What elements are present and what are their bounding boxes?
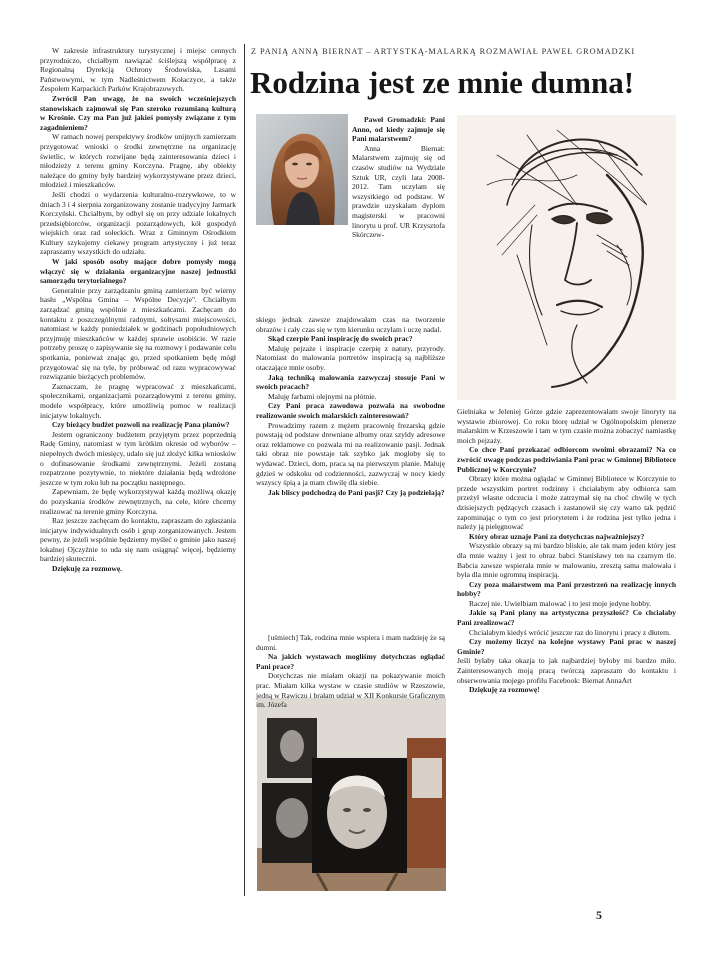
- interview-right-column: [457, 407, 676, 695]
- interview-middle-column-lower: [256, 633, 445, 710]
- answer-paragraph: Anna Biernat: Malarstwem zajmuję się od czasów studiów na Wydziale Sztuk UR, czyli lata 2008-2012. Tam uczyłam się wszystkiego od podstaw. W prawdzie uzyskałam dyplom magisterski w pracowni linorytu u prof. UR Krzysztofa Skórczew-: [352, 143, 445, 240]
- ink-face-sketch-artwork: [457, 115, 676, 400]
- question-paragraph: Zwrócił Pan uwagę, że na swoich wcześniejszych stanowiskach zajmował się Pan szeroko rozumianą kulturą w Krośnie. Czy ma Pan już jakieś pomysły związane z tym zagadnieniem?: [40, 93, 236, 132]
- question-paragraph: Jak bliscy podchodzą do Pani pasji? Czy ją podzielają?: [268, 487, 445, 497]
- interview-middle-column: [256, 315, 445, 497]
- answer-paragraph: Obrazy które można oglądać w Gminnej Bibliotece w Korczynie to przede wszystkim portret rodzinny i chciałabym aby odbiorca sam przeżył własne odczucia i może zatrzymał się na choć chwilę w tych dzisiejszych pędzących czasach i zastanowił się czy warto tak pędzić zapominając o tym co jest priorytetem i że rodzina jest tylko jedna i należy ją pielęgnować: [457, 474, 676, 532]
- answer-paragraph: Raczej nie. Uwielbiam malować i to jest moje jedyne hobby.: [469, 598, 652, 608]
- answer-paragraph: Wszystkie obrazy są mi bardzo bliskie, ale tak mam jeden który jest dla mnie ważny i jest to obraz babci Stanisławy ten na czarnym tle. Babcia zawsze wspierała mnie w malowaniu, zresztą sama malowała i była dla mnie ogromną inspiracją.: [457, 541, 676, 580]
- question-paragraph: Jakie są Pani plany na artystyczna przyszłość? Co chciałaby Pani zrealizować?: [457, 608, 676, 628]
- answer-paragraph: skiego jednak zawsze znajdowałam czas na tworzenie obrazów i cały czas się w tym kierunku uczyłam i uczę nadal.: [256, 315, 445, 334]
- answer-paragraph: Dotychczas nie miałam okazji na pokazywanie moich prac. Miałam kilka wystaw w czasie studiów w Rzeszowie, jedną w Rawiczu i brałam udział w XII Konkursie Graficznym im. Józefa: [256, 671, 445, 710]
- question-paragraph: Czy poza malarstwem ma Pani przestrzeń na realizację innych hobby?: [457, 579, 676, 599]
- answer-paragraph: Chciałabym kiedyś wrócić jeszcze raz do linorytu i pracy z dłutem.: [469, 627, 671, 637]
- answer-paragraph: Zaznaczam, że pragnę wypracować z mieszkańcami, społecznikami, organizacjami pozarządowymi z terenu gminy, modele współpracy, które umożliwią pomoc w realizacji inicjatyw lokalnych.: [40, 381, 236, 420]
- interview-intro-text: [352, 115, 445, 240]
- question-paragraph: Paweł Gromadzki: Pani Anno, od kiedy zajmuje się Pani malarstwem?: [352, 115, 445, 144]
- question-paragraph: Skąd czerpie Pani inspirację do swoich prac?: [268, 334, 413, 344]
- question-paragraph: Czy Pani praca zawodowa pozwala na swobodne realizowanie swoich malarskich zainteresowań?: [256, 401, 445, 420]
- answer-paragraph: Generalnie przy zarządzaniu gminą zamierzam być wierny hasłu „Wspólna Gmina – Wspólne Decyzje". Chciałbym zarządzać gminą wspólnie z mieszkańcami. Zachęcam do kontaktu z poszczególnymi radnymi, sołtysami miejscowości, natomiast w każdy poniedziałek w godzinach popołudniowych przyjmuję mieszkańców w każdej sprawie osobiście. W razie potrzeby proszę o zapisywanie się na rozmowy i podawanie celu spotkania, ponieważ znając go, przed spotkaniem będę mógł przygotować się na tyle, by próbować od razu wypracowywać rozwiązanie bieżących problemów.: [40, 285, 236, 382]
- question-paragraph: Dziękuję za rozmowę!: [469, 685, 540, 695]
- question-paragraph: Czy możemy liczyć na kolejne wystawy Pani prac w naszej Gminie?: [457, 637, 676, 656]
- answer-paragraph: Jestem ograniczony budżetem przyjętym przez poprzednią Radę Gminy, natomiast w tym krótkim okresie od wyborów – niepełnych dwóch miesięcy, udało się już złożyć kilka wniosków o dofinasowanie środkami zewnętrznymi. Jeżeli zostaną rozpatrzone pozytywnie, to niektóre działania będą wdrożone jeszcze w tym roku lub na początku następnego.: [40, 429, 236, 487]
- answer-paragraph: Raz jeszcze zachęcam do kontaktu, zapraszam do zgłaszania inicjatyw indywidualnych osób i grup zorganizowanych. Jestem pewny, że jeżeli wspólnie będziemy myśleć o gminie jako naszej lokalnej Ojczyźnie to uda się nam osiągnąć więcej, będziemy bardziej skuteczni.: [40, 516, 236, 564]
- question-paragraph: W jaki sposób osoby mające dobre pomysły mogą włączyć się w działania organizacyjne naszej jednostki samorządu terytorialnego?: [40, 257, 236, 286]
- answer-paragraph: Zapewniam, że będę wykorzystywał każdą możliwą okazję do pozyskania środków zewnętrznych, na cele, które chcemy realizować na terenie gminy Korczyna.: [40, 487, 236, 516]
- question-paragraph: Który obraz uznaje Pani za dotychczas najważniejszy?: [469, 531, 645, 541]
- answer-paragraph: Gielniaka w Jeleniej Górze gdzie zaprezentowałam swoje linoryty na wystawie zbiorowej. Co roku biorę udział w Ogólnopolskim plenerze malarskim w Krzeszowie i tam w tym czasie można zobaczyć namiastkę moich pejzaży.: [457, 407, 676, 445]
- artist-portrait-photo: [256, 114, 348, 225]
- answer-paragraph: [uśmiech] Tak, rodzina mnie wspiera i mam nadzieję że są dumni.: [256, 633, 445, 652]
- answer-paragraph: Maluję pejzaże i inspiracje czerpię z natury, przyrody. Natomiast do malowania portretów inspiracją są najbliższe otaczające mnie osoby.: [256, 343, 445, 372]
- answer-paragraph: Jeśli byłaby taka okazja to jak najbardziej byłoby mi bardzo miło. Zainteresowanych moją pracą twórczą zapraszam do kontaktu i obserwowania mojego profilu Facebook: Biernat AnnaArt: [457, 656, 676, 685]
- question-paragraph: Co chce Pani przekazać odbiorcom swoimi obrazami? Na co zwrócić uwagę podczas podziwiania Pani prac w Gminnej Bibliotece Publicznej w Korczynie?: [457, 445, 676, 474]
- column-divider: [244, 44, 245, 896]
- article-headline: Rodzina jest ze mnie dumna!: [250, 65, 635, 100]
- article-kicker: Z PANIĄ ANNĄ BIERNAT – ARTYSTKĄ-MALARKĄ ROZMAWIAŁ PAWEŁ GROMADZKI: [251, 47, 636, 56]
- page-number: 5: [596, 908, 602, 922]
- question-paragraph: Czy bieżący budżet pozwoli na realizację Pana planów?: [52, 420, 230, 430]
- answer-paragraph: W zakresie infrastruktury turystycznej i miejsc cennych przyrodniczo, chciałbym nawiązać ściślejszą współpracę z Regionalną Dyrekcją Ochrony Środowiska, Lasami Państwowymi, w tym Nadleśnictwem Kołaczyce, a także Zespołem Karpackich Parków Krajobrazowych.: [40, 46, 236, 94]
- question-paragraph: Dziękuję za rozmowę.: [52, 564, 123, 574]
- answer-paragraph: W ramach nowej perspektywy środków unijnych zamierzam przygotować wnioski o środki zewnętrzne na organizację świetlic, w których rozwijane będą zainteresowania dzieci i młodzieży z terenu gminy Korczyna. Pragnę, aby obiekty należące do gminy były bardziej wykorzystywane przez dzieci, młodzież i mieszkańców.: [40, 132, 236, 190]
- question-paragraph: Jaką techniką malowania zazwyczaj stosuje Pani w swoich pracach?: [256, 372, 445, 392]
- left-column-text: [40, 46, 236, 574]
- answer-paragraph: Jeśli chodzi o wydarzenia kulturalno-rozrywkowe, to w dniach 3 i 4 sierpnia zorganizowany zostanie tradycyjny Jarmark Korczyński. Chciałbym, by odbył się on przy udziale lokalnych przedsiębiorców, organizacji pozarządowych, kół gospodyń wiejskich oraz rad sołeckich. Wraz z Gminnym Ośrodkiem Kultury szykujemy ciekawy program artystyczny i już teraz zapraszamy wszystkich do udziału.: [40, 189, 236, 257]
- answer-paragraph: Maluję farbami olejnymi na płótnie.: [268, 391, 377, 401]
- answer-paragraph: Prowadzimy razem z mężem pracownię frezarską gdzie powstają od podstaw drewniane albumy oraz szyldy adresowe oraz reklamowe co pozwala mi na realizowanie pasji. Jednak taki obraz nie powstaje tak szybko jak mogłoby się to wydawać. Dzieci, dom, praca są na pierwszym planie. Maluję gdzieś w odskoku od codzienności, zazwyczaj w nocy kiedy wszyscy śpią a ja mam chwilę dla siebie.: [256, 420, 445, 488]
- exhibition-paintings-photo: [257, 698, 446, 891]
- question-paragraph: Na jakich wystawach mogliśmy dotychczas oglądać Pani prace?: [256, 652, 445, 671]
